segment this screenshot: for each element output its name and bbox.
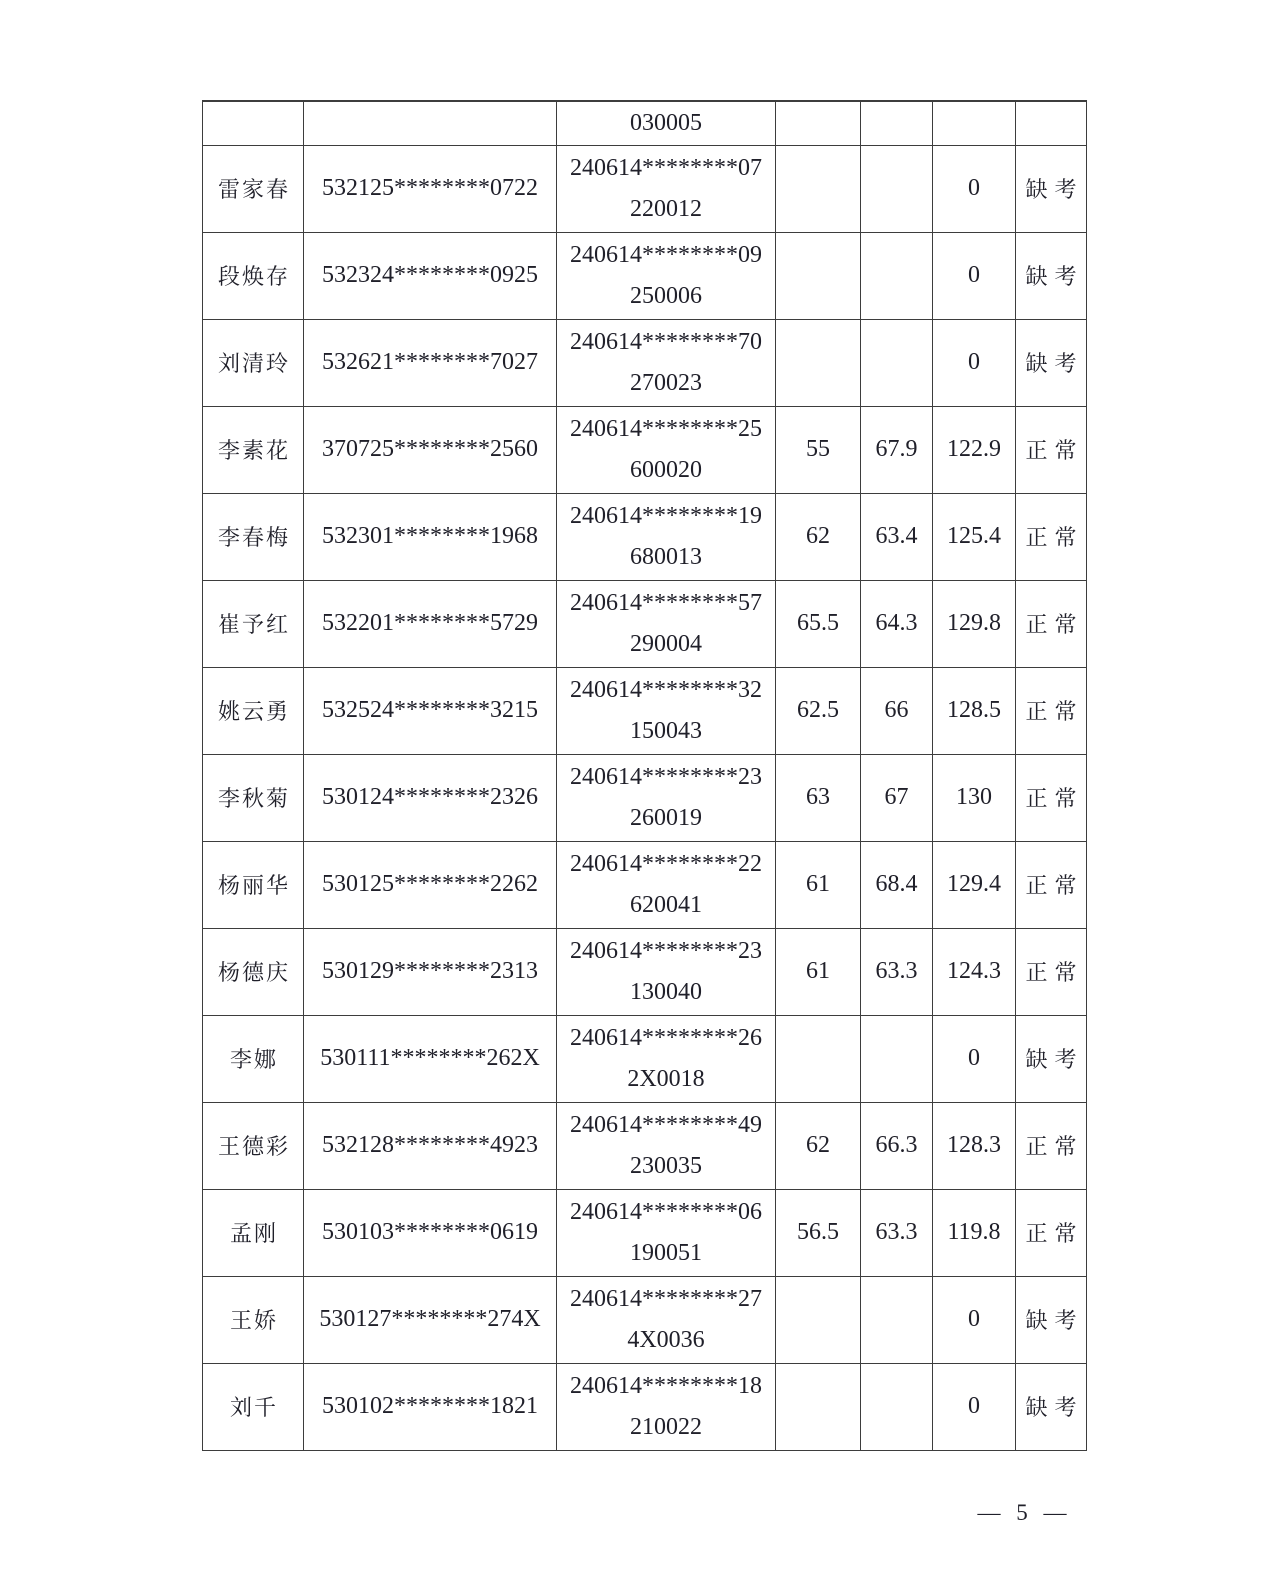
cell-score2: 66.3 [861, 1102, 933, 1189]
cell-score1: 62 [776, 493, 861, 580]
cell-score2 [861, 1276, 933, 1363]
cell-candidate-name [203, 101, 304, 145]
cell-total-score: 0 [933, 145, 1016, 232]
cell-candidate-name: 李娜 [203, 1015, 304, 1102]
exam-number-line1: 240614********70 [570, 328, 762, 355]
exam-number-line2: 150043 [630, 717, 702, 744]
cell-status: 缺考 [1016, 1363, 1087, 1450]
cell-id-number: 370725********2560 [304, 406, 557, 493]
cell-total-score: 129.4 [933, 841, 1016, 928]
exam-number-line1: 240614********19 [570, 502, 762, 529]
cell-total-score [933, 101, 1016, 145]
cell-candidate-name: 王德彩 [203, 1102, 304, 1189]
cell-exam-number [557, 754, 776, 841]
cell-score1 [776, 1015, 861, 1102]
cell-score1: 55 [776, 406, 861, 493]
cell-exam-number [557, 667, 776, 754]
table-row [203, 1015, 1087, 1102]
cell-score1 [776, 101, 861, 145]
cell-score2 [861, 232, 933, 319]
cell-candidate-name: 孟刚 [203, 1189, 304, 1276]
exam-number-line1: 240614********18 [570, 1372, 762, 1399]
page-number: — 5 — [977, 1500, 1067, 1525]
cell-total-score: 119.8 [933, 1189, 1016, 1276]
exam-number-line2: 130040 [630, 978, 702, 1005]
cell-score2 [861, 319, 933, 406]
cell-id-number: 530129********2313 [304, 928, 557, 1015]
cell-candidate-name: 崔予红 [203, 580, 304, 667]
cell-score2: 63.3 [861, 928, 933, 1015]
cell-total-score: 0 [933, 232, 1016, 319]
table-row [203, 754, 1087, 841]
cell-id-number: 532301********1968 [304, 493, 557, 580]
cell-score1: 62.5 [776, 667, 861, 754]
exam-number-line2: 030005 [630, 109, 702, 136]
cell-score2: 63.4 [861, 493, 933, 580]
cell-score2: 67.9 [861, 406, 933, 493]
cell-exam-number [557, 493, 776, 580]
cell-exam-number [557, 1015, 776, 1102]
cell-status: 正常 [1016, 754, 1087, 841]
cell-score1: 61 [776, 928, 861, 1015]
cell-status: 缺考 [1016, 1276, 1087, 1363]
exam-number-line2: 600020 [630, 456, 702, 483]
exam-number-line1: 240614********23 [570, 763, 762, 790]
cell-score1 [776, 1276, 861, 1363]
cell-id-number: 530124********2326 [304, 754, 557, 841]
cell-score1: 62 [776, 1102, 861, 1189]
cell-status: 正常 [1016, 928, 1087, 1015]
cell-id-number [304, 101, 557, 145]
table-row [203, 101, 1087, 145]
cell-exam-number [557, 319, 776, 406]
exam-number-line2: 680013 [630, 543, 702, 570]
cell-exam-number [557, 145, 776, 232]
cell-id-number: 532125********0722 [304, 145, 557, 232]
cell-candidate-name: 李春梅 [203, 493, 304, 580]
cell-status: 缺考 [1016, 319, 1087, 406]
exam-number-line2: 190051 [630, 1239, 702, 1266]
cell-score1: 65.5 [776, 580, 861, 667]
cell-status: 缺考 [1016, 1015, 1087, 1102]
cell-status: 缺考 [1016, 145, 1087, 232]
exam-results-table [202, 100, 1087, 1451]
exam-number-line1: 240614********27 [570, 1285, 762, 1312]
table-row [203, 1276, 1087, 1363]
cell-candidate-name: 段焕存 [203, 232, 304, 319]
cell-score1 [776, 145, 861, 232]
cell-status: 正常 [1016, 1102, 1087, 1189]
exam-number-line2: 290004 [630, 630, 702, 657]
cell-score1: 63 [776, 754, 861, 841]
exam-number-line1: 240614********49 [570, 1111, 762, 1138]
exam-number-line1: 240614********23 [570, 937, 762, 964]
cell-score2: 63.3 [861, 1189, 933, 1276]
cell-total-score: 122.9 [933, 406, 1016, 493]
cell-id-number: 530103********0619 [304, 1189, 557, 1276]
cell-total-score: 0 [933, 1015, 1016, 1102]
cell-score2 [861, 1015, 933, 1102]
cell-id-number: 532201********5729 [304, 580, 557, 667]
exam-number-line2: 270023 [630, 369, 702, 396]
cell-score2: 67 [861, 754, 933, 841]
cell-total-score: 130 [933, 754, 1016, 841]
cell-candidate-name: 李素花 [203, 406, 304, 493]
cell-total-score: 128.5 [933, 667, 1016, 754]
cell-id-number: 532524********3215 [304, 667, 557, 754]
cell-score2: 64.3 [861, 580, 933, 667]
cell-score2: 66 [861, 667, 933, 754]
cell-exam-number [557, 101, 776, 145]
cell-id-number: 530125********2262 [304, 841, 557, 928]
cell-score1: 56.5 [776, 1189, 861, 1276]
cell-score1 [776, 1363, 861, 1450]
table-row [203, 928, 1087, 1015]
cell-status: 缺考 [1016, 232, 1087, 319]
cell-score2 [861, 145, 933, 232]
exam-number-line1: 240614********07 [570, 154, 762, 181]
cell-total-score: 124.3 [933, 928, 1016, 1015]
cell-candidate-name: 李秋菊 [203, 754, 304, 841]
cell-total-score: 0 [933, 1276, 1016, 1363]
cell-exam-number [557, 1102, 776, 1189]
table-row [203, 841, 1087, 928]
table-row [203, 1189, 1087, 1276]
exam-number-line2: 260019 [630, 804, 702, 831]
table-row [203, 1102, 1087, 1189]
table-row [203, 232, 1087, 319]
cell-exam-number [557, 1189, 776, 1276]
exam-number-line2: 4X0036 [627, 1326, 705, 1353]
cell-candidate-name: 刘千 [203, 1363, 304, 1450]
cell-score2: 68.4 [861, 841, 933, 928]
exam-number-line1: 240614********22 [570, 850, 762, 877]
exam-number-line1: 240614********57 [570, 589, 762, 616]
exam-number-line2: 210022 [630, 1413, 702, 1440]
cell-exam-number [557, 841, 776, 928]
exam-number-line1: 240614********26 [570, 1024, 762, 1051]
cell-candidate-name: 雷家春 [203, 145, 304, 232]
exam-number-line1: 240614********32 [570, 676, 762, 703]
cell-exam-number [557, 928, 776, 1015]
cell-exam-number [557, 1363, 776, 1450]
cell-status: 正常 [1016, 406, 1087, 493]
cell-total-score: 0 [933, 319, 1016, 406]
exam-number-line2: 620041 [630, 891, 702, 918]
cell-total-score: 128.3 [933, 1102, 1016, 1189]
cell-exam-number [557, 580, 776, 667]
table-row [203, 493, 1087, 580]
cell-id-number: 530102********1821 [304, 1363, 557, 1450]
cell-candidate-name: 王娇 [203, 1276, 304, 1363]
cell-id-number: 530111********262X [304, 1015, 557, 1102]
cell-status: 正常 [1016, 667, 1087, 754]
exam-number-line2: 250006 [630, 282, 702, 309]
cell-candidate-name: 杨丽华 [203, 841, 304, 928]
cell-score1 [776, 232, 861, 319]
cell-candidate-name: 刘清玲 [203, 319, 304, 406]
table-row [203, 406, 1087, 493]
cell-id-number: 530127********274X [304, 1276, 557, 1363]
table-row [203, 580, 1087, 667]
cell-status [1016, 101, 1087, 145]
cell-id-number: 532128********4923 [304, 1102, 557, 1189]
exam-number-line1: 240614********06 [570, 1198, 762, 1225]
cell-candidate-name: 杨德庆 [203, 928, 304, 1015]
exam-number-line1: 240614********09 [570, 241, 762, 268]
exam-number-line2: 220012 [630, 195, 702, 222]
cell-score1 [776, 319, 861, 406]
cell-total-score: 125.4 [933, 493, 1016, 580]
table-row [203, 319, 1087, 406]
cell-score1: 61 [776, 841, 861, 928]
table-row [203, 667, 1087, 754]
cell-status: 正常 [1016, 580, 1087, 667]
cell-id-number: 532621********7027 [304, 319, 557, 406]
cell-score2 [861, 1363, 933, 1450]
cell-score2 [861, 101, 933, 145]
cell-exam-number [557, 406, 776, 493]
cell-id-number: 532324********0925 [304, 232, 557, 319]
cell-candidate-name: 姚云勇 [203, 667, 304, 754]
cell-total-score: 129.8 [933, 580, 1016, 667]
exam-number-line2: 2X0018 [627, 1065, 705, 1092]
exam-number-line1: 240614********25 [570, 415, 762, 442]
exam-results-table-body [203, 101, 1087, 1450]
cell-status: 正常 [1016, 493, 1087, 580]
cell-status: 正常 [1016, 841, 1087, 928]
table-row [203, 1363, 1087, 1450]
cell-total-score: 0 [933, 1363, 1016, 1450]
exam-number-line2: 230035 [630, 1152, 702, 1179]
cell-status: 正常 [1016, 1189, 1087, 1276]
table-row [203, 145, 1087, 232]
cell-exam-number [557, 232, 776, 319]
cell-exam-number [557, 1276, 776, 1363]
